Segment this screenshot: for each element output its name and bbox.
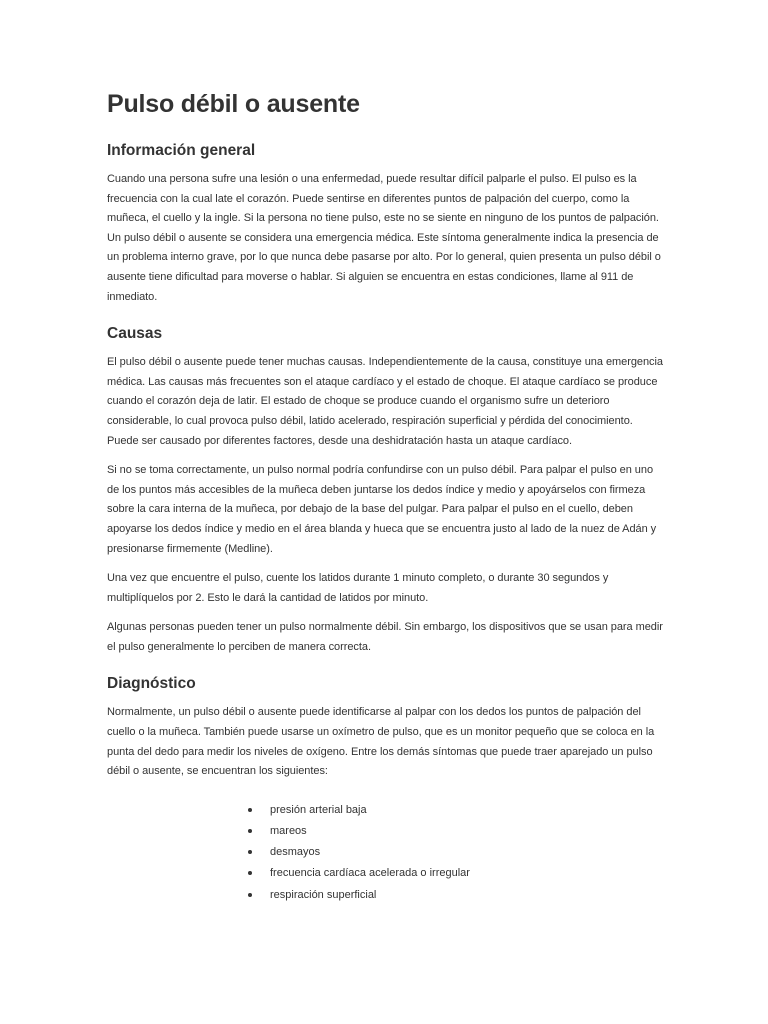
section-heading: Diagnóstico — [107, 675, 196, 693]
section-heading: Información general — [107, 142, 256, 159]
list-item-text: frecuencia cardíaca acelerada o irregular — [270, 867, 470, 880]
document-title: Pulso débil o ausente — [107, 90, 360, 118]
list-item — [246, 885, 663, 906]
paragraph: Una vez que encuentre el pulso, cuente los latidos durante 1 minuto completo, o durante 30 segundos y multiplíquelos por 2. Esto le dará la cantidad de latidos por minuto. — [107, 572, 609, 604]
section-causas — [107, 323, 663, 657]
section-informacion-general — [107, 140, 663, 307]
paragraph: El pulso débil o ausente puede tener muchas causas. Independientemente de la causa, constituye una emergencia médica. Las causas más frecuentes son el ataque cardíaco y el estado de choque. El ataque cardíaco se produce cuando el corazón deja de latir. El estado de choque se produce cuando el organismo sufre un deterioro considerable, lo cual provoca pulso débil, latido acelerado, respiración superficial y pérdida del conocimiento. Puede ser causado por diferentes factores, desde una deshidratación hasta un ataque cardíaco. — [107, 356, 663, 447]
list-item — [246, 842, 663, 863]
list-item — [246, 800, 663, 821]
paragraph: Algunas personas pueden tener un pulso normalmente débil. Sin embargo, los dispositivos que se usan para medir el pulso generalmente lo perciben de manera correcta. — [107, 621, 663, 653]
symptom-list — [107, 800, 663, 906]
bullet-icon — [248, 871, 252, 875]
section-diagnostico — [107, 673, 663, 905]
list-item-text: presión arterial baja — [270, 803, 367, 816]
list-item-text: desmayos — [270, 846, 321, 859]
paragraph: Normalmente, un pulso débil o ausente puede identificarse al palpar con los dedos los puntos de palpación del cuello o la muñeca. También puede usarse un oxímetro de pulso, que es un monitor pequeño que se coloca en la punta del dedo para medir los niveles de oxígeno. Entre los demás síntomas que puede traer aparejado un pulso débil o ausente, se encuentran los siguientes: — [107, 706, 655, 778]
paragraph: Si no se toma correctamente, un pulso normal podría confundirse con un pulso débil. Para palpar el pulso en uno de los puntos más accesibles de la muñeca deben juntarse los dedos índice y medio y apoyárselos con firmeza sobre la cara interna de la muñeca, por debajo de la base del pulgar. Para palpar el pulso en el cuello, deben apoyarse los dedos índice y medio en el área blanda y hueca que se encuentra justo al lado de la nuez de Adán y presionarse firmemente (Medline). — [107, 464, 657, 555]
section-heading: Causas — [107, 325, 163, 343]
bullet-icon — [248, 893, 252, 897]
list-item-text: respiración superficial — [270, 888, 377, 901]
paragraph: Cuando una persona sufre una lesión o una enfermedad, puede resultar difícil palparle el pulso. El pulso es la frecuencia con la cual late el corazón. Puede sentirse en diferentes puntos de palpación del cuerpo, como la muñeca, el cuello y la ingle. Si la persona no tiene pulso, este no se siente en ninguno de los puntos de palpación. Un pulso débil o ausente se considera una emergencia médica. Este síntoma generalmente indica la presencia de un problema interno grave, por lo que nunca debe pasarse por alto. Por lo general, quien presenta un pulso débil o ausente tiene dificultad para moverse o hablar. Si alguien se encuentra en estas condiciones, llame al 911 de inmediato. — [107, 173, 661, 303]
bullet-icon — [248, 829, 252, 833]
list-item-text: mareos — [270, 825, 307, 838]
bullet-icon — [248, 808, 252, 812]
list-item — [246, 863, 663, 884]
document-page — [107, 88, 663, 922]
list-item — [246, 821, 663, 842]
bullet-icon — [248, 850, 252, 854]
